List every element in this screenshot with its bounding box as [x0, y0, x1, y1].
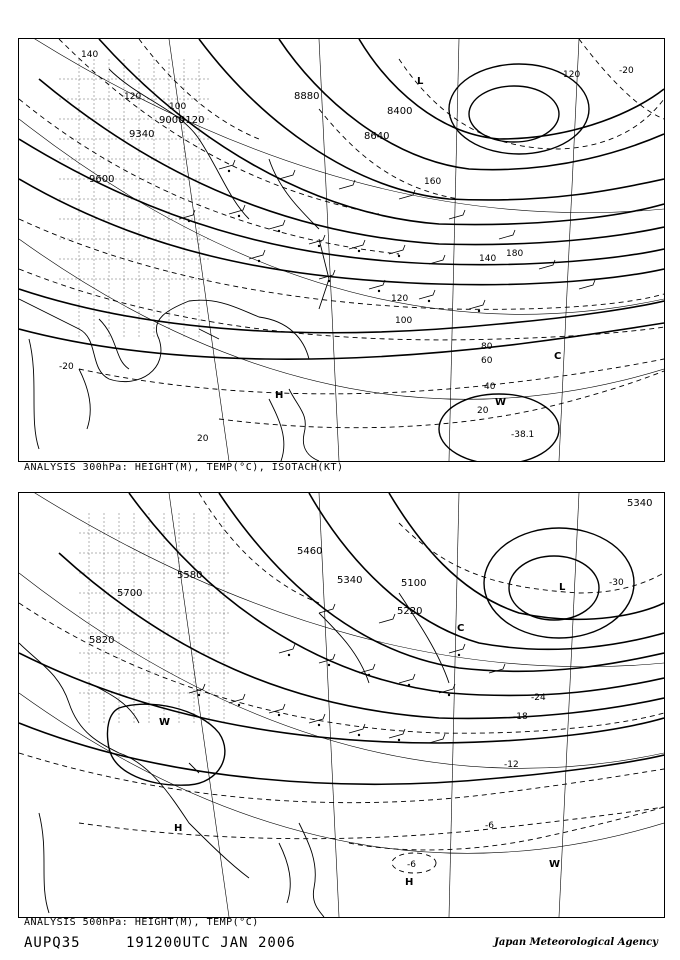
isotach-label: 80 — [481, 342, 493, 352]
chart-code: AUPQ35 — [24, 935, 81, 951]
isotach-label: 160 — [424, 177, 442, 187]
valid-time: 191200UTC JAN 2006 — [126, 935, 296, 951]
high-marker: H — [405, 877, 414, 888]
low-centre — [107, 528, 634, 785]
warm-marker: W — [495, 397, 507, 408]
temp-label: -6 — [407, 860, 416, 870]
isotach-label: 120 — [563, 70, 581, 80]
caption-300hpa: ANALYSIS 300hPa: HEIGHT(M), TEMP(°C), ISOTACH(KT) — [24, 462, 344, 473]
height-label: 9600 — [89, 174, 115, 185]
height-label: 8640 — [364, 131, 390, 142]
height-label: 5820 — [89, 635, 115, 646]
temp-label: -12 — [504, 760, 519, 770]
height-label: 9340 — [129, 129, 155, 140]
isotach-label: 140 — [81, 50, 99, 60]
wind-barbs — [179, 160, 595, 309]
station-dots — [198, 654, 460, 741]
high-marker: H — [275, 390, 284, 401]
low-marker: L — [417, 76, 424, 87]
isotach-label: 100 — [395, 316, 413, 326]
map-500hpa-canvas — [19, 493, 664, 917]
isotach-label: 40 — [484, 382, 496, 392]
temp-label: -6 — [485, 821, 494, 831]
height-label: 9120 — [179, 115, 205, 126]
isotach-label: 120 — [391, 294, 409, 304]
temp-label: -24 — [531, 693, 546, 703]
isotach-label: 120 — [124, 92, 142, 102]
temp-isotherms — [19, 493, 664, 873]
station-value: -38.1 — [511, 430, 535, 440]
height-label: 5220 — [397, 606, 423, 617]
cold-marker: C — [554, 351, 562, 362]
height-label: 8400 — [387, 106, 413, 117]
graticule — [19, 39, 664, 461]
temp-label: -20 — [59, 362, 74, 372]
high-marker: H — [174, 823, 183, 834]
caption-500hpa: ANALYSIS 500hPa: HEIGHT(M), TEMP(°C) — [24, 917, 259, 928]
isotach-label: 100 — [169, 102, 187, 112]
coastlines — [19, 69, 329, 461]
map-300hpa — [18, 38, 665, 462]
height-label: 9000 — [159, 115, 185, 126]
height-label: 8880 — [294, 91, 320, 102]
isotach-label: 180 — [506, 249, 524, 259]
isotach-label: 20 — [477, 406, 489, 416]
map-500hpa — [18, 492, 665, 918]
temp-label: 20 — [197, 434, 209, 444]
agency-credit: Japan Meteorological Agency — [494, 937, 658, 948]
temp-label: -18 — [513, 712, 528, 722]
isotach-label: 60 — [481, 356, 493, 366]
warm-marker: W — [159, 717, 171, 728]
map-300hpa-canvas — [19, 39, 664, 461]
height-label: 5580 — [177, 570, 203, 581]
low-marker: L — [559, 582, 566, 593]
height-label: 5340 — [627, 498, 653, 509]
temp-label: -20 — [619, 66, 634, 76]
height-label: 5700 — [117, 588, 143, 599]
temp-label: -30 — [609, 578, 624, 588]
isotach-label: 140 — [479, 254, 497, 264]
height-label: 5340 — [337, 575, 363, 586]
cold-marker: C — [457, 623, 465, 634]
isotach-lines — [19, 39, 664, 428]
station-dots — [188, 170, 480, 312]
height-label: 5100 — [401, 578, 427, 589]
height-label: 5460 — [297, 546, 323, 557]
warm-marker: W — [549, 859, 561, 870]
